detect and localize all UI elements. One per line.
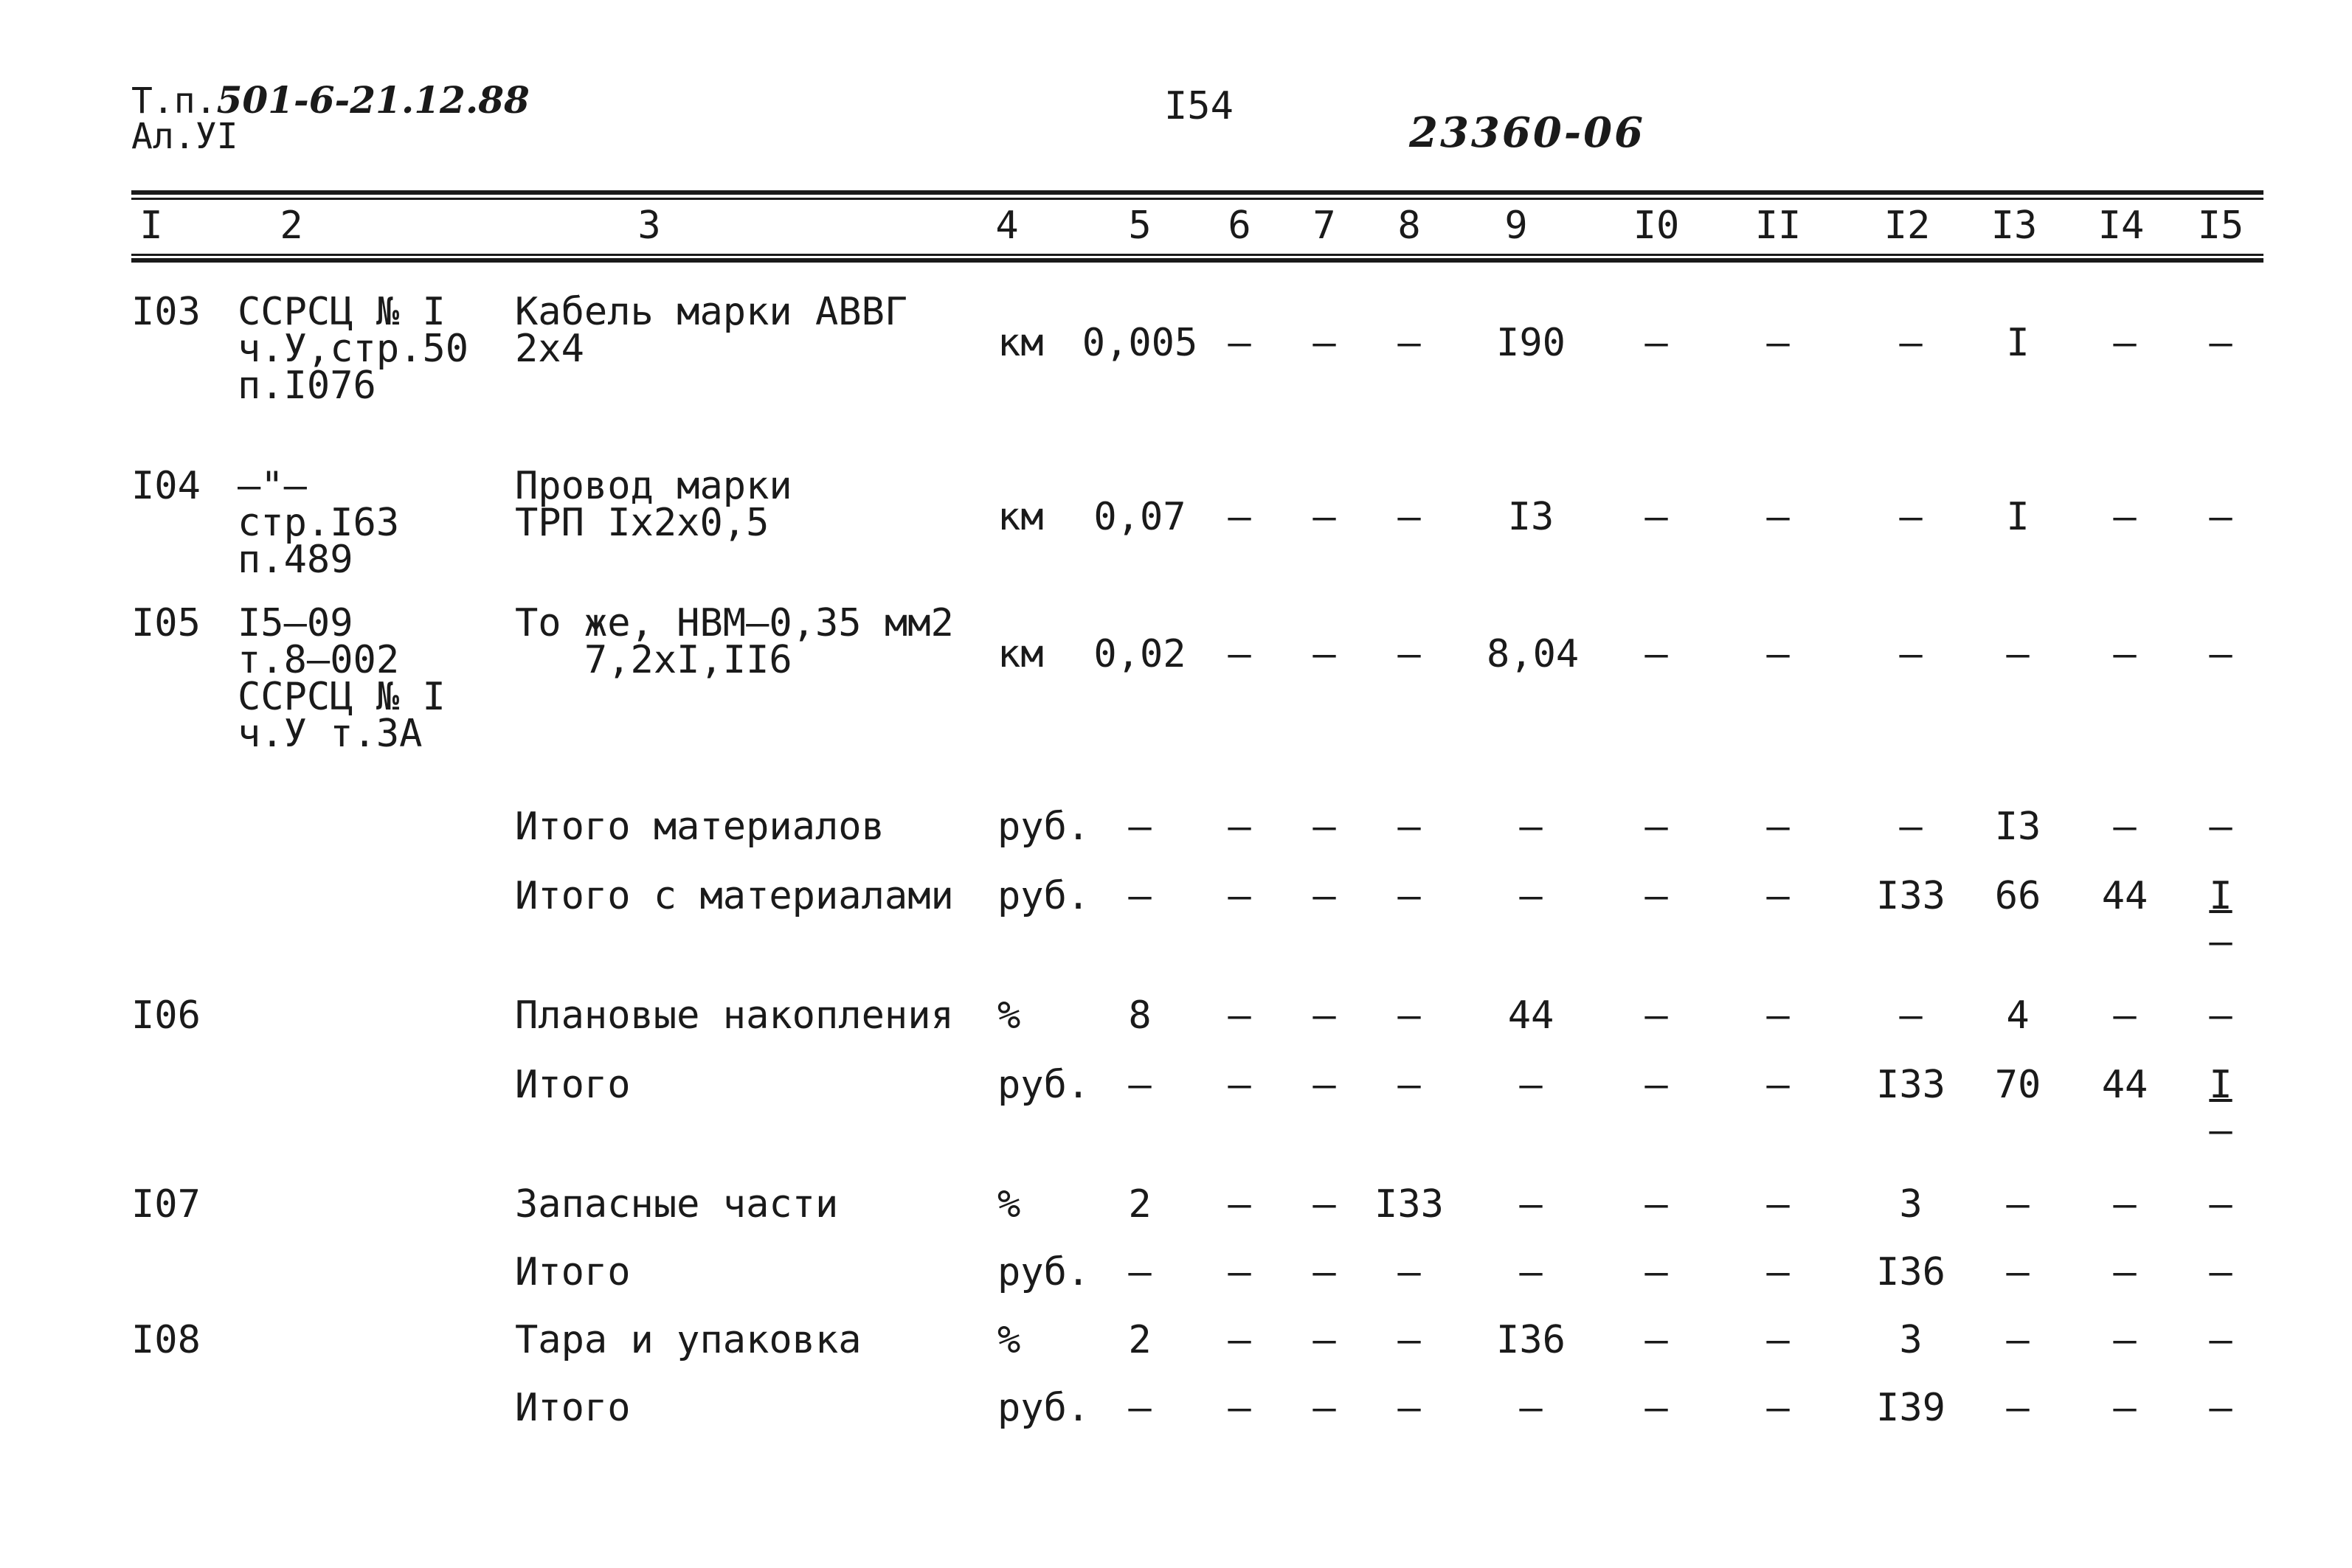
value-col-11: – — [1766, 321, 1790, 365]
column-number-14: I4 — [2097, 204, 2145, 248]
item-name: Итого с материалами — [515, 874, 954, 918]
item-name: Итого — [515, 1250, 631, 1294]
unit: км — [997, 321, 1044, 365]
value-col-11: – — [1766, 1318, 1790, 1362]
value-col-13: I3 — [1994, 805, 2041, 849]
column-number-9: 9 — [1504, 204, 1528, 248]
value-col-7: – — [1312, 495, 1336, 539]
value-col-15: – — [2209, 1318, 2232, 1362]
value-col-9: I90 — [1496, 321, 1566, 365]
item-name: Итого — [515, 1386, 631, 1430]
value-col-7: – — [1312, 1386, 1336, 1430]
header-bottom-rule-thin — [131, 254, 2263, 256]
item-name: Плановые накопления — [515, 993, 954, 1038]
value-col-9: I36 — [1496, 1318, 1566, 1362]
value-col-11: – — [1766, 495, 1790, 539]
value-col-15: – — [2209, 1250, 2232, 1294]
column-number-3: 3 — [637, 204, 661, 248]
column-number-2: 2 — [280, 204, 303, 248]
value-col-7: – — [1312, 993, 1336, 1038]
row-number: I03 — [131, 290, 201, 334]
page-number: I54 — [1164, 84, 1234, 128]
value-col-8: – — [1397, 874, 1421, 918]
value-col-13: – — [2006, 1182, 2030, 1227]
column-number-4: 4 — [995, 204, 1019, 248]
value-col-7: – — [1312, 1182, 1336, 1227]
value-col-5: – — [1128, 1386, 1152, 1430]
value-col-12: – — [1899, 495, 1923, 539]
value-col-15: – — [2209, 1386, 2232, 1430]
value-col-13: – — [2006, 1386, 2030, 1430]
value-col-6: – — [1228, 1063, 1251, 1107]
value-col-6: – — [1228, 495, 1251, 539]
table-top-rule-thin — [131, 198, 2263, 200]
value-col-8: – — [1397, 1250, 1421, 1294]
column-number-13: I3 — [1990, 204, 2038, 248]
table-top-rule — [131, 190, 2263, 195]
value-col-13: – — [2006, 1250, 2030, 1294]
value-col-15-sub: – — [2209, 1109, 2232, 1153]
value-col-14: – — [2113, 321, 2137, 365]
value-col-7: – — [1312, 632, 1336, 676]
item-name: Тара и упаковка — [515, 1318, 862, 1362]
value-col-5: 2 — [1128, 1318, 1152, 1362]
value-col-10: – — [1644, 805, 1668, 849]
value-col-15: – — [2209, 321, 2232, 365]
album-label: Ал.УI — [131, 116, 238, 157]
value-col-6: – — [1228, 1250, 1251, 1294]
value-col-6: – — [1228, 874, 1251, 918]
value-col-9: 8,04 — [1487, 632, 1580, 676]
value-col-15: – — [2209, 805, 2232, 849]
value-col-12: I39 — [1876, 1386, 1945, 1430]
value-col-6: – — [1228, 1318, 1251, 1362]
value-col-15: I — [2209, 1063, 2232, 1107]
value-col-14: – — [2113, 632, 2137, 676]
value-col-13: 66 — [1994, 874, 2041, 918]
value-col-8: – — [1397, 805, 1421, 849]
unit: км — [997, 495, 1044, 539]
value-col-5: – — [1128, 874, 1152, 918]
value-col-11: – — [1766, 1063, 1790, 1107]
item-name: Итого материалов — [515, 805, 885, 849]
value-col-12: 3 — [1899, 1318, 1923, 1362]
value-col-11: – — [1766, 632, 1790, 676]
value-col-14: – — [2113, 1182, 2137, 1227]
value-col-7: – — [1312, 1250, 1336, 1294]
unit: руб. — [997, 805, 1090, 849]
column-number-15: I5 — [2197, 204, 2244, 248]
value-col-8: – — [1397, 321, 1421, 365]
value-col-10: – — [1644, 1250, 1668, 1294]
value-col-5: – — [1128, 1063, 1152, 1107]
value-col-6: – — [1228, 993, 1251, 1038]
value-col-10: – — [1644, 874, 1668, 918]
value-col-10: – — [1644, 1386, 1668, 1430]
column-number-1: I — [139, 204, 163, 248]
column-number-11: II — [1754, 204, 1802, 248]
value-col-7: – — [1312, 1063, 1336, 1107]
value-col-15: – — [2209, 993, 2232, 1038]
row-number: I08 — [131, 1318, 201, 1362]
item-name: То же, НВМ–0,35 мм2 7,2хI,II6 — [515, 601, 954, 682]
value-col-8: – — [1397, 1063, 1421, 1107]
value-col-13: I — [2006, 495, 2030, 539]
value-col-15: – — [2209, 495, 2232, 539]
row-number: I06 — [131, 993, 201, 1038]
value-col-9: – — [1519, 1182, 1543, 1227]
value-col-9: I3 — [1507, 495, 1554, 539]
value-col-9: – — [1519, 805, 1543, 849]
unit: % — [997, 1318, 1021, 1362]
value-col-5: – — [1128, 805, 1152, 849]
value-col-15: I — [2209, 874, 2232, 918]
value-col-11: – — [1766, 1182, 1790, 1227]
value-col-10: – — [1644, 1318, 1668, 1362]
value-col-5: 8 — [1128, 993, 1152, 1038]
column-number-10: I0 — [1633, 204, 1680, 248]
value-col-12: I33 — [1876, 874, 1945, 918]
value-col-7: – — [1312, 874, 1336, 918]
value-col-12: I36 — [1876, 1250, 1945, 1294]
column-number-7: 7 — [1312, 204, 1336, 248]
value-col-6: – — [1228, 632, 1251, 676]
value-col-5: 2 — [1128, 1182, 1152, 1227]
value-col-13: – — [2006, 1318, 2030, 1362]
value-col-5: 0,005 — [1082, 321, 1198, 365]
value-col-12: I33 — [1876, 1063, 1945, 1107]
value-col-9: – — [1519, 874, 1543, 918]
value-col-14: 44 — [2101, 1063, 2148, 1107]
header-bottom-rule — [131, 258, 2263, 263]
value-col-9: – — [1519, 1250, 1543, 1294]
value-col-12: – — [1899, 805, 1923, 849]
header-reference — [131, 78, 530, 157]
value-col-8: – — [1397, 632, 1421, 676]
unit: руб. — [997, 1063, 1090, 1107]
unit: руб. — [997, 874, 1090, 918]
value-col-8: – — [1397, 993, 1421, 1038]
value-col-15-sub: – — [2209, 920, 2232, 964]
value-col-10: – — [1644, 495, 1668, 539]
value-col-11: – — [1766, 874, 1790, 918]
value-col-11: – — [1766, 805, 1790, 849]
value-col-12: – — [1899, 632, 1923, 676]
value-col-14: – — [2113, 495, 2137, 539]
unit: % — [997, 1182, 1021, 1227]
document-code: 23360-06 — [1409, 108, 1645, 157]
value-col-8: – — [1397, 495, 1421, 539]
item-name: Кабель марки АВВГ 2х4 — [515, 290, 908, 371]
value-col-7: – — [1312, 1318, 1336, 1362]
value-col-10: – — [1644, 1182, 1668, 1227]
value-col-15: – — [2209, 1182, 2232, 1227]
unit: руб. — [997, 1250, 1090, 1294]
value-col-8: – — [1397, 1386, 1421, 1430]
value-col-8: I33 — [1374, 1182, 1444, 1227]
value-col-7: – — [1312, 805, 1336, 849]
value-col-14: – — [2113, 1318, 2137, 1362]
value-col-14: – — [2113, 1250, 2137, 1294]
value-col-5: 0,07 — [1093, 495, 1186, 539]
value-col-13: 4 — [2006, 993, 2030, 1038]
row-number: I07 — [131, 1182, 201, 1227]
value-col-9: – — [1519, 1386, 1543, 1430]
value-col-13: I — [2006, 321, 2030, 365]
item-name: Запасные части — [515, 1182, 839, 1227]
value-col-13: 70 — [1994, 1063, 2041, 1107]
column-number-6: 6 — [1228, 204, 1251, 248]
value-col-6: – — [1228, 321, 1251, 365]
value-col-9: 44 — [1507, 993, 1554, 1038]
value-col-13: – — [2006, 632, 2030, 676]
value-col-10: – — [1644, 1063, 1668, 1107]
value-col-14: – — [2113, 993, 2137, 1038]
rate-reference: I5–09 т.8–002 ССРСЦ № I ч.У т.3А — [238, 601, 446, 756]
column-number-8: 8 — [1397, 204, 1421, 248]
value-col-11: – — [1766, 1250, 1790, 1294]
value-col-14: 44 — [2101, 874, 2148, 918]
value-col-11: – — [1766, 993, 1790, 1038]
column-number-5: 5 — [1128, 204, 1152, 248]
unit: км — [997, 632, 1044, 676]
value-col-14: – — [2113, 805, 2137, 849]
value-col-10: – — [1644, 993, 1668, 1038]
rate-reference: ССРСЦ № I ч.У,стр.50 п.I076 — [238, 290, 469, 408]
value-col-12: – — [1899, 993, 1923, 1038]
rate-reference: –"– стр.I63 п.489 — [238, 464, 400, 582]
row-number: I05 — [131, 601, 201, 645]
ref-prefix: Т.п. — [131, 80, 217, 122]
ref-handwritten: 501-6-21.12.88 — [216, 78, 530, 122]
value-col-12: – — [1899, 321, 1923, 365]
unit: % — [997, 993, 1021, 1038]
value-col-12: 3 — [1899, 1182, 1923, 1227]
row-number: I04 — [131, 464, 201, 508]
unit: руб. — [997, 1386, 1090, 1430]
value-col-8: – — [1397, 1318, 1421, 1362]
value-col-6: – — [1228, 805, 1251, 849]
value-col-11: – — [1766, 1386, 1790, 1430]
value-col-7: – — [1312, 321, 1336, 365]
value-col-9: – — [1519, 1063, 1543, 1107]
value-col-6: – — [1228, 1386, 1251, 1430]
value-col-5: – — [1128, 1250, 1152, 1294]
value-col-10: – — [1644, 632, 1668, 676]
value-col-5: 0,02 — [1093, 632, 1186, 676]
item-name: Итого — [515, 1063, 631, 1107]
item-name: Провод марки ТРП Iх2х0,5 — [515, 464, 792, 545]
value-col-6: – — [1228, 1182, 1251, 1227]
value-col-15: – — [2209, 632, 2232, 676]
value-col-10: – — [1644, 321, 1668, 365]
column-number-12: I2 — [1884, 204, 1931, 248]
value-col-14: – — [2113, 1386, 2137, 1430]
